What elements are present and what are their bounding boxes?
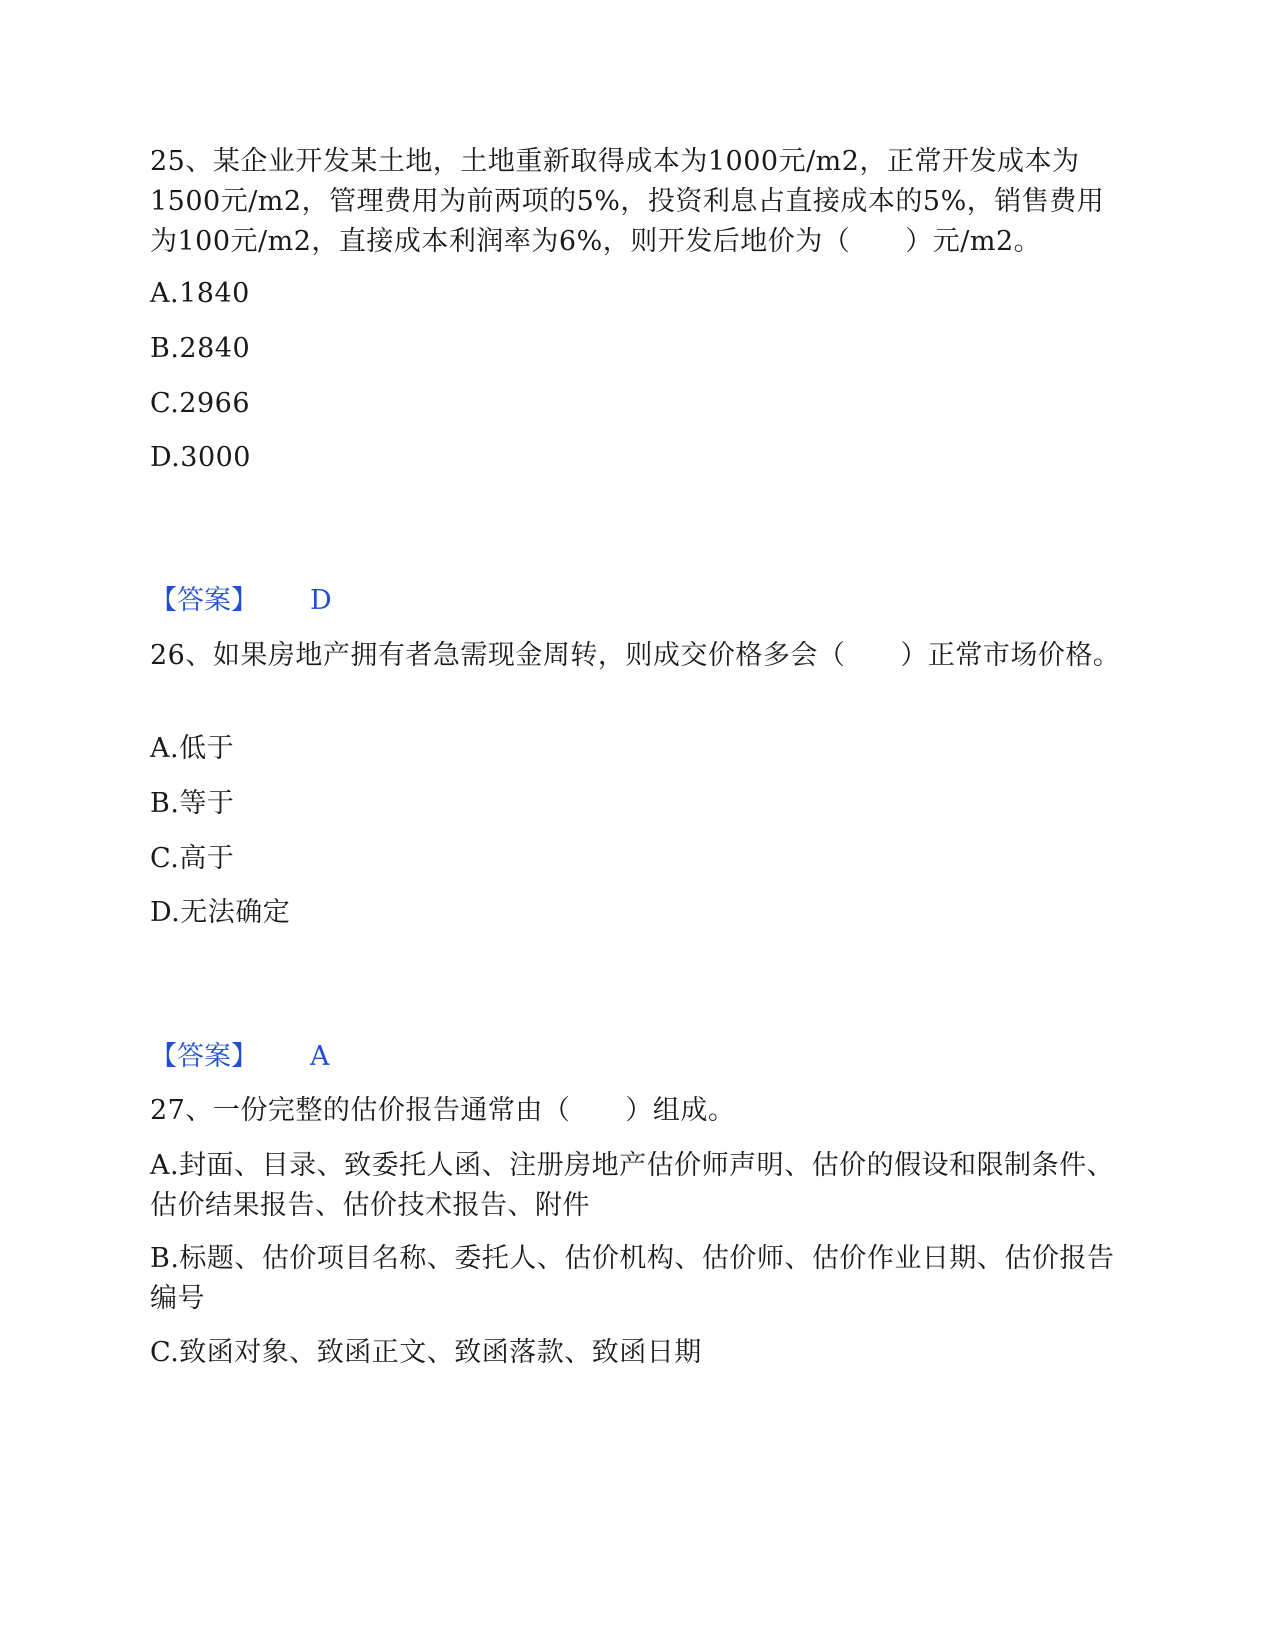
question-25-option-d: D.3000 xyxy=(150,442,251,473)
question-27-option-b: B.标题、估价项目名称、委托人、估价机构、估价师、估价作业日期、估价报告编号 xyxy=(150,1243,1115,1314)
question-26-option-c: C.高于 xyxy=(150,843,235,874)
answer-value: D xyxy=(310,585,332,616)
question-25-answer xyxy=(150,581,332,621)
answer-label: 【答案】 xyxy=(150,1041,258,1072)
question-26-option-a: A.低于 xyxy=(150,733,235,764)
question-25-option-a: A.1840 xyxy=(150,278,250,309)
question-26-option-d: D.无法确定 xyxy=(150,897,291,928)
answer-value: A xyxy=(310,1041,330,1072)
question-27-option-a: A.封面、目录、致委托人函、注册房地产估价师声明、估价的假设和限制条件、估价结果报告、估价技术报告、附件 xyxy=(150,1150,1115,1221)
question-25-option-c: C.2966 xyxy=(150,388,250,419)
question-25-option-b: B.2840 xyxy=(150,333,251,364)
question-27-text: 27、一份完整的估价报告通常由（ ）组成。 xyxy=(150,1095,736,1126)
question-27-option-c: C.致函对象、致函正文、致函落款、致函日期 xyxy=(150,1337,702,1368)
question-25-text: 25、某企业开发某土地，土地重新取得成本为1000元/m2，正常开发成本为1500元/m2，管理费用为前两项的5%，投资利息占直接成本的5%，销售费用为100元/m2，直接成本利润率为6%，则开发后地价为（ ）元/m2。 xyxy=(150,146,1105,257)
question-26-text: 26、如果房地产拥有者急需现金周转，则成交价格多会（ ）正常市场价格。 xyxy=(150,640,1121,671)
answer-label: 【答案】 xyxy=(150,585,258,616)
question-26-answer xyxy=(150,1037,330,1077)
question-26-option-b: B.等于 xyxy=(150,788,235,819)
